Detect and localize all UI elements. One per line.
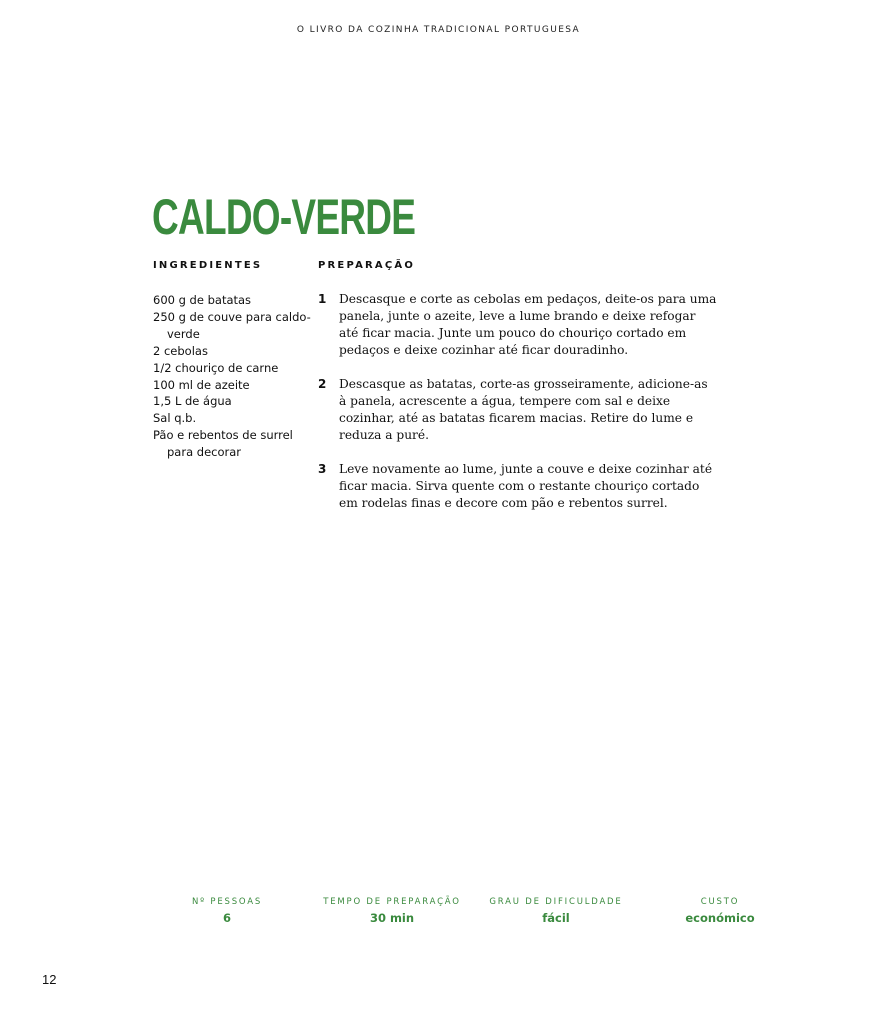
preparation-step bbox=[318, 461, 718, 512]
servings-info bbox=[137, 897, 317, 925]
prep-time-value: 30 min bbox=[369, 911, 415, 925]
cost-info bbox=[630, 897, 810, 925]
ingredient-item: 600 g de batatas bbox=[153, 293, 252, 307]
step-number: 3 bbox=[318, 462, 327, 476]
cost-label: CUSTO bbox=[700, 897, 740, 907]
servings-label: Nº PESSOAS bbox=[191, 897, 263, 907]
difficulty-info bbox=[466, 897, 646, 925]
ingredient-item: Sal q.b. bbox=[153, 411, 197, 426]
step-text: Leve novamente ao lume, junte a couve e deixe cozinhar até ficar macia. Sirva quente com o restante chouriço cortado em rodelas finas e decore com pão e rebentos surrel. bbox=[339, 462, 713, 510]
step-number: 2 bbox=[318, 377, 327, 391]
ingredient-item: 100 ml de azeite bbox=[153, 377, 250, 392]
servings-value: 6 bbox=[222, 911, 231, 925]
page-number: 12 bbox=[42, 972, 57, 987]
step-text: Descasque as batatas, corte-as grosseiramente, adicione-as à panela, acrescente a água, tempere com sal e deixe cozinhar, até as batatas ficarem macias. Retire do lume e reduza a puré. bbox=[339, 377, 708, 442]
recipe-info-bar bbox=[0, 897, 877, 937]
preparation-steps bbox=[318, 291, 718, 529]
ingredients-list bbox=[153, 292, 313, 461]
recipe-title: CALDO-VERDE bbox=[152, 189, 416, 245]
preparation-heading: PREPARAÇÃO bbox=[318, 260, 416, 271]
ingredient-item: 250 g de couve para caldo-verde bbox=[153, 309, 311, 341]
prep-time-label: TEMPO DE PREPARAÇÃO bbox=[323, 897, 461, 907]
step-text: Descasque e corte as cebolas em pedaços, deite-os para uma panela, junte o azeite, leve a lume brando e deixe refogar até ficar macia. Junte um pouco do chouriço cortado em pedaços e deixe cozinhar até ficar douradinho. bbox=[339, 292, 717, 357]
preparation-step bbox=[318, 376, 718, 444]
running-header: O LIVRO DA COZINHA TRADICIONAL PORTUGUESA bbox=[296, 25, 581, 35]
ingredient-item: 2 cebolas bbox=[153, 343, 208, 358]
difficulty-label: GRAU DE DIFICULDADE bbox=[489, 897, 623, 907]
prep-time-info bbox=[302, 897, 482, 925]
preparation-step bbox=[318, 291, 718, 359]
difficulty-value: fácil bbox=[542, 911, 570, 925]
ingredient-item: 1/2 chouriço de carne bbox=[153, 360, 279, 375]
ingredient-item: Pão e rebentos de surrel para decorar bbox=[153, 428, 293, 460]
step-number: 1 bbox=[318, 292, 327, 306]
ingredients-heading: INGREDIENTES bbox=[153, 260, 263, 271]
cost-value: económico bbox=[685, 911, 755, 925]
ingredient-item: 1,5 L de água bbox=[153, 394, 232, 409]
